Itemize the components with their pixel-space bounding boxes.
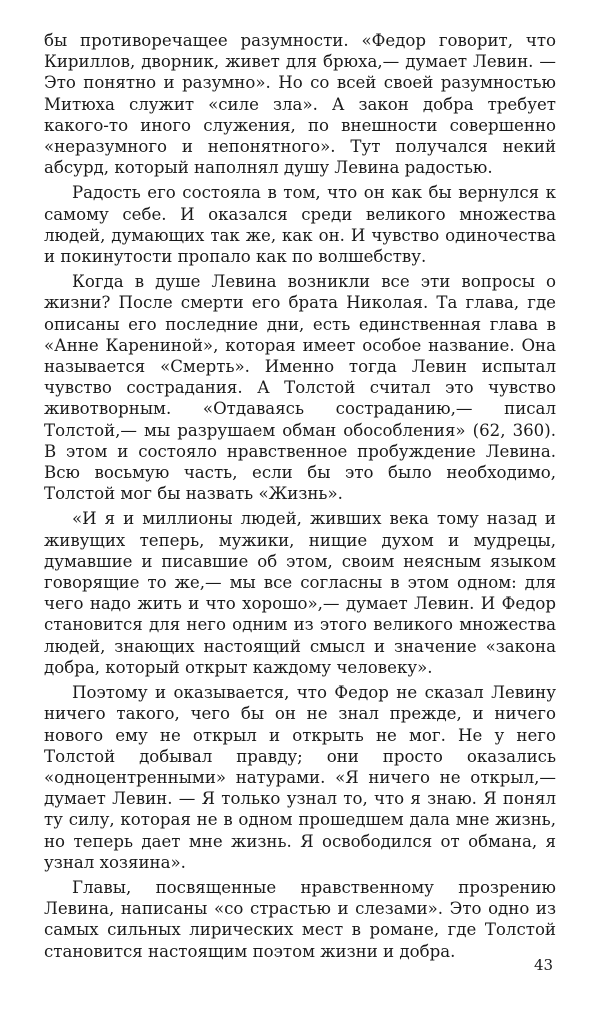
- paragraph-5: Поэтому и оказывается, что Федор не сказал Левину ничего такого, чего бы он не знал прежде, и ничего нового ему не открыл и открыть не мог. Не у него Толстой добывал правду; они просто оказались «одноцентренными» натурами. «Я ничего не открыл,— думает Левин. — Я только узнал то, что я знаю. Я понял ту силу, которая не в одном прошедшем дала мне жизнь, но теперь дает мне жизнь. Я освободился от обмана, я узнал хозяина».: [44, 683, 556, 872]
- page-number: 43: [534, 956, 554, 974]
- paragraph-6: Главы, посвященные нравственному прозрению Левина, написаны «со страстью и слезами». Это одно из самых сильных лирических мест в романе, где Толстой становится настоящим поэтом жизни и добра.: [44, 877, 556, 961]
- paragraph-3: Когда в душе Левина возникли все эти вопросы о жизни? После смерти его брата Николая. Та глава, где описаны его последние дни, есть единственная глава в «Анне Карениной», которая имеет особое название. Она называется «Смерть». Именно тогда Левин испытал чувство сострадания. А Толстой считал это чувство животворным. «Отдаваясь состраданию,— писал Толстой,— мы разрушаем обман обособления» (62, 360). В этом и состояло нравственное пробуждение Левина. Всю восьмую часть, если бы это было необходимо, Толстой мог бы назвать «Жизнь».: [44, 272, 556, 504]
- paragraph-1: бы противоречащее разумности. «Федор говорит, что Кириллов, дворник, живет для брюха,— думает Левин. — Это понятно и разумно». Но со всей своей разумностью Митюха служит «силе зла». А закон добра требует какого-то иного служения, по внешности совершенно «неразумного и непонятного». Тут получался некий абсурд, который наполнял душу Левина радостью.: [44, 31, 556, 178]
- paragraph-2: Радость его состояла в том, что он как бы вернулся к самому себе. И оказался среди великого множества людей, думающих так же, как он. И чувство одиночества и покинутости пропало как по волшебству.: [44, 183, 556, 267]
- page-body: [44, 30, 556, 962]
- paragraph-4: «И я и миллионы людей, живших века тому назад и живущих теперь, мужики, нищие духом и мудрецы, думавшие и писавшие об этом, своим неясным языком говорящие то же,— мы все согласны в этом одном: для чего надо жить и что хорошо»,— думает Левин. И Федор становится для него одним из этого великого множества людей, знающих настоящий смысл и значение «закона добра, который открыт каждому человеку».: [44, 509, 556, 677]
